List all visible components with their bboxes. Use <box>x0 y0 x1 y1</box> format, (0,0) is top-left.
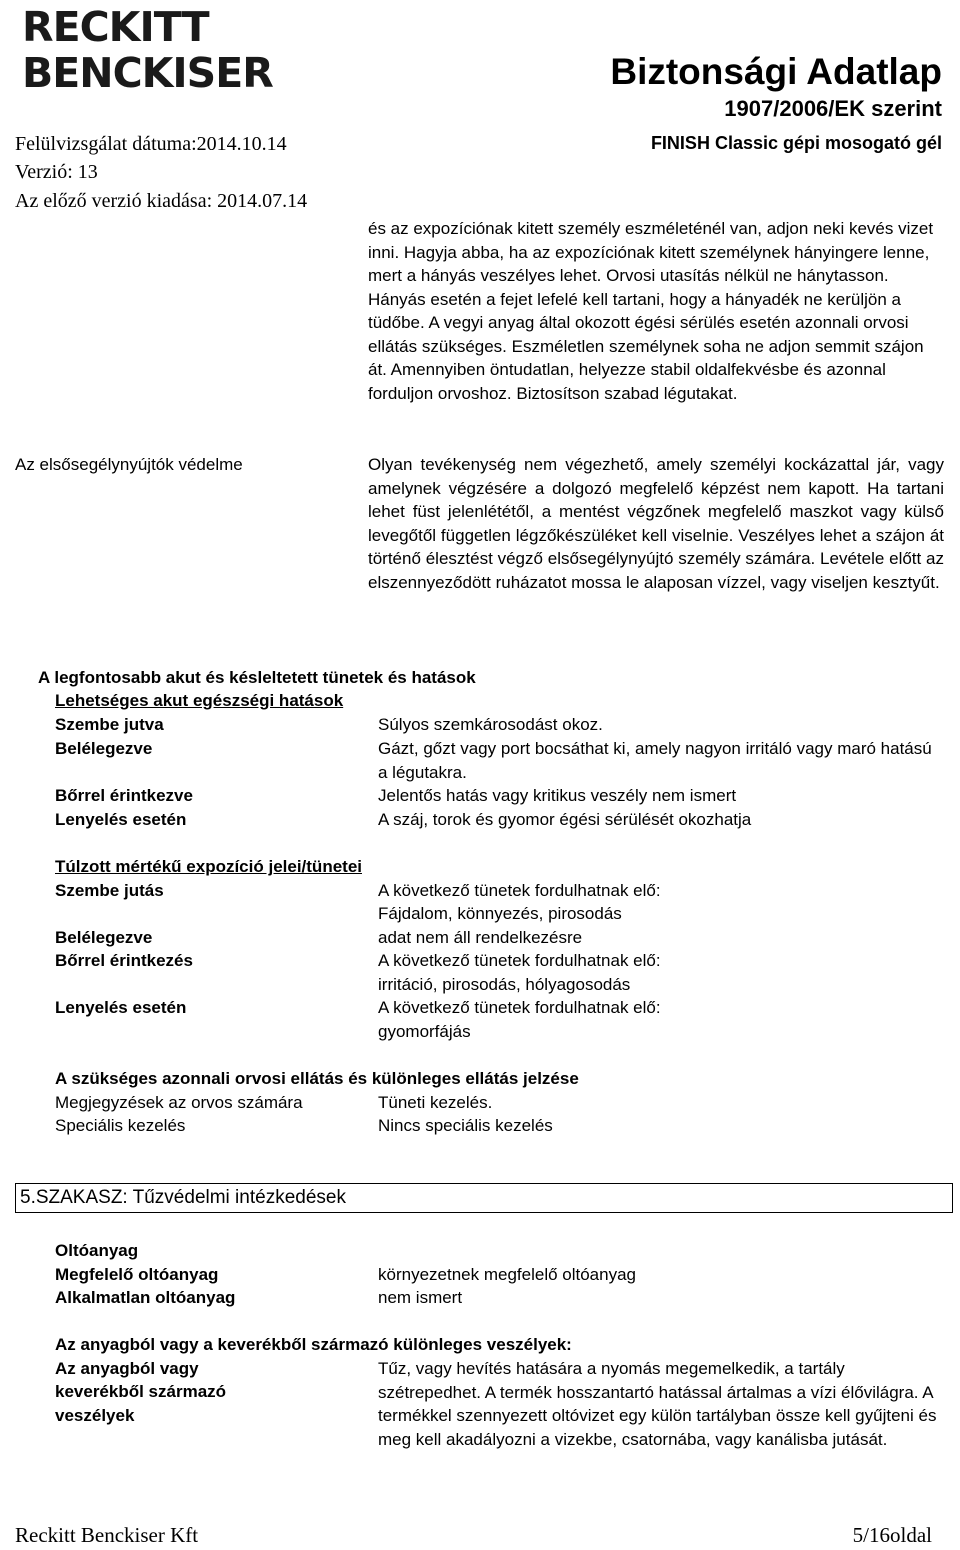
logo-line-1: RECKITT <box>22 3 209 51</box>
footer-company: Reckitt Benckiser Kft <box>15 1523 199 1547</box>
overexposure-value-ingestion-1: A következő tünetek fordulhatnak elő: <box>378 998 661 1017</box>
specific-treatment-label: Speciális kezelés <box>55 1116 186 1135</box>
overexposure-value-inhalation: adat nem áll rendelkezésre <box>378 928 583 947</box>
regulation-reference: 1907/2006/EK szerint <box>724 96 942 121</box>
overexposure-heading: Túlzott mértékű expozíció jelei/tünetei <box>55 857 362 876</box>
ingestion-instructions-continued: és az expozíciónak kitett személy eszméleténél van, adjon neki kevés vizet inni. Hagyja abba, ha az expozíciónak kitett személynek hányingere lenne, mert a hányás veszélyes lehet. Orvosi utasítás nélkül ne hánytasson. Hányás esetén a fejet lefelé kell tartani, hogy a hányadék ne kerüljön a tüdőbe. A vegyi anyag által okozott égési sérülés esetén azonnali orvosi ellátás szükséges. Eszméletlen személynek soha ne adjon semmit szájon át. Amennyiben öntudatlan, helyezze stabil oldalfekvésbe és azonnal forduljon orvoshoz. Biztosítson szabad légutakat. <box>368 219 934 403</box>
acute-label-eye: Szembe jutva <box>55 715 164 734</box>
acute-value-inhalation: Gázt, gőzt vagy port bocsáthat ki, amely nagyon irritáló vagy maró hatású a légutakra. <box>378 739 932 782</box>
section-5-title: 5.SZAKASZ: Tűzvédelmi intézkedések <box>20 1187 346 1208</box>
unsuitable-media-value: nem ismert <box>378 1288 463 1307</box>
acute-label-ingestion: Lenyelés esetén <box>55 810 187 829</box>
overexposure-value-eye-2: Fájdalom, könnyezés, pirosodás <box>378 904 622 923</box>
suitable-media-value: környezetnek megfelelő oltóanyag <box>378 1265 636 1284</box>
acute-value-skin: Jelentős hatás vagy kritikus veszély nem ismert <box>378 786 737 805</box>
overexposure-value-skin-1: A következő tünetek fordulhatnak elő: <box>378 951 661 970</box>
acute-value-ingestion: A száj, torok és gyomor égési sérülését okozhatja <box>378 810 752 829</box>
acute-effects-heading: Lehetséges akut egészségi hatások <box>55 691 344 710</box>
acute-label-inhalation: Belélegezve <box>55 739 153 758</box>
specific-treatment-value: Nincs speciális kezelés <box>378 1116 553 1135</box>
overexposure-value-ingestion-2: gyomorfájás <box>378 1022 471 1041</box>
acute-label-skin: Bőrrel érintkezve <box>55 786 193 805</box>
physician-notes-value: Tüneti kezelés. <box>378 1093 493 1112</box>
acute-value-eye: Súlyos szemkárosodást okoz. <box>378 715 603 734</box>
overexposure-label-eye: Szembe jutás <box>55 881 164 900</box>
logo-line-2: BENCKISER <box>22 49 273 97</box>
footer-page-number: 5/16oldal <box>852 1523 932 1547</box>
overexposure-label-inhalation: Belélegezve <box>55 928 153 947</box>
hazards-label-line-2: keverékből származó <box>55 1382 227 1401</box>
overexposure-value-skin-2: irritáció, pirosodás, hólyagosodás <box>378 975 631 994</box>
symptoms-heading: A legfontosabb akut és késleltetett tünetek és hatások <box>38 668 476 687</box>
company-logo <box>22 3 273 97</box>
version-number: Verzió: 13 <box>15 161 98 183</box>
first-aider-protection-text: Olyan tevékenység nem végezhető, amely személyi kockázattal jár, vagy amelynek végzésére a dolgozó megfelelő képzést nem kapott. Ha tartani lehet füst jelenlététől, a mentést végzőnek megfelelő maszkot vagy külső levegőtől független légzőkészüléket kell viselnie. Veszélyes lehet a szájon át történő élesztést végző elsősegélynyújtó személy számára. Levétele előtt az elszennyeződött ruházatot mossa le alaposan vízzel, vagy viseljen kesztyűt. <box>368 455 944 592</box>
overexposure-label-ingestion: Lenyelés esetén <box>55 998 187 1017</box>
revision-date: Felülvizsgálat dátuma:2014.10.14 <box>15 133 287 155</box>
product-name: FINISH Classic gépi mosogató gél <box>650 133 942 153</box>
hazards-label-line-1: Az anyagból vagy <box>55 1359 199 1378</box>
document-title: Biztonsági Adatlap <box>610 51 942 92</box>
unsuitable-media-label: Alkalmatlan oltóanyag <box>55 1288 236 1307</box>
overexposure-label-skin: Bőrrel érintkezés <box>55 951 193 970</box>
medical-attention-heading: A szükséges azonnali orvosi ellátás és különleges ellátás jelzése <box>55 1069 579 1088</box>
suitable-media-label: Megfelelő oltóanyag <box>55 1265 219 1284</box>
special-hazards-text: Tűz, vagy hevítés hatására a nyomás megemelkedik, a tartály szétrepedhet. A termék hosszantartó hatással ártalmas a vízi élővilágra. A termékkel szennyezett oltóvizet egy külön tartályban össze kell gyűjteni és meg kell akadályozni a vizekbe, csatornába, vagy kanálisba jutását. <box>378 1359 937 1449</box>
hazards-label-line-3: veszélyek <box>55 1406 135 1425</box>
special-hazards-heading: Az anyagból vagy a keverékből származó különleges veszélyek: <box>55 1335 572 1354</box>
previous-version-date: Az előző verzió kiadása: 2014.07.14 <box>15 190 308 212</box>
first-aider-protection-label: Az elsősegélynyújtók védelme <box>15 455 243 474</box>
overexposure-value-eye-1: A következő tünetek fordulhatnak elő: <box>378 881 661 900</box>
physician-notes-label: Megjegyzések az orvos számára <box>55 1093 303 1112</box>
section-5-header <box>15 1183 953 1213</box>
extinguishing-media-heading: Oltóanyag <box>55 1241 139 1260</box>
